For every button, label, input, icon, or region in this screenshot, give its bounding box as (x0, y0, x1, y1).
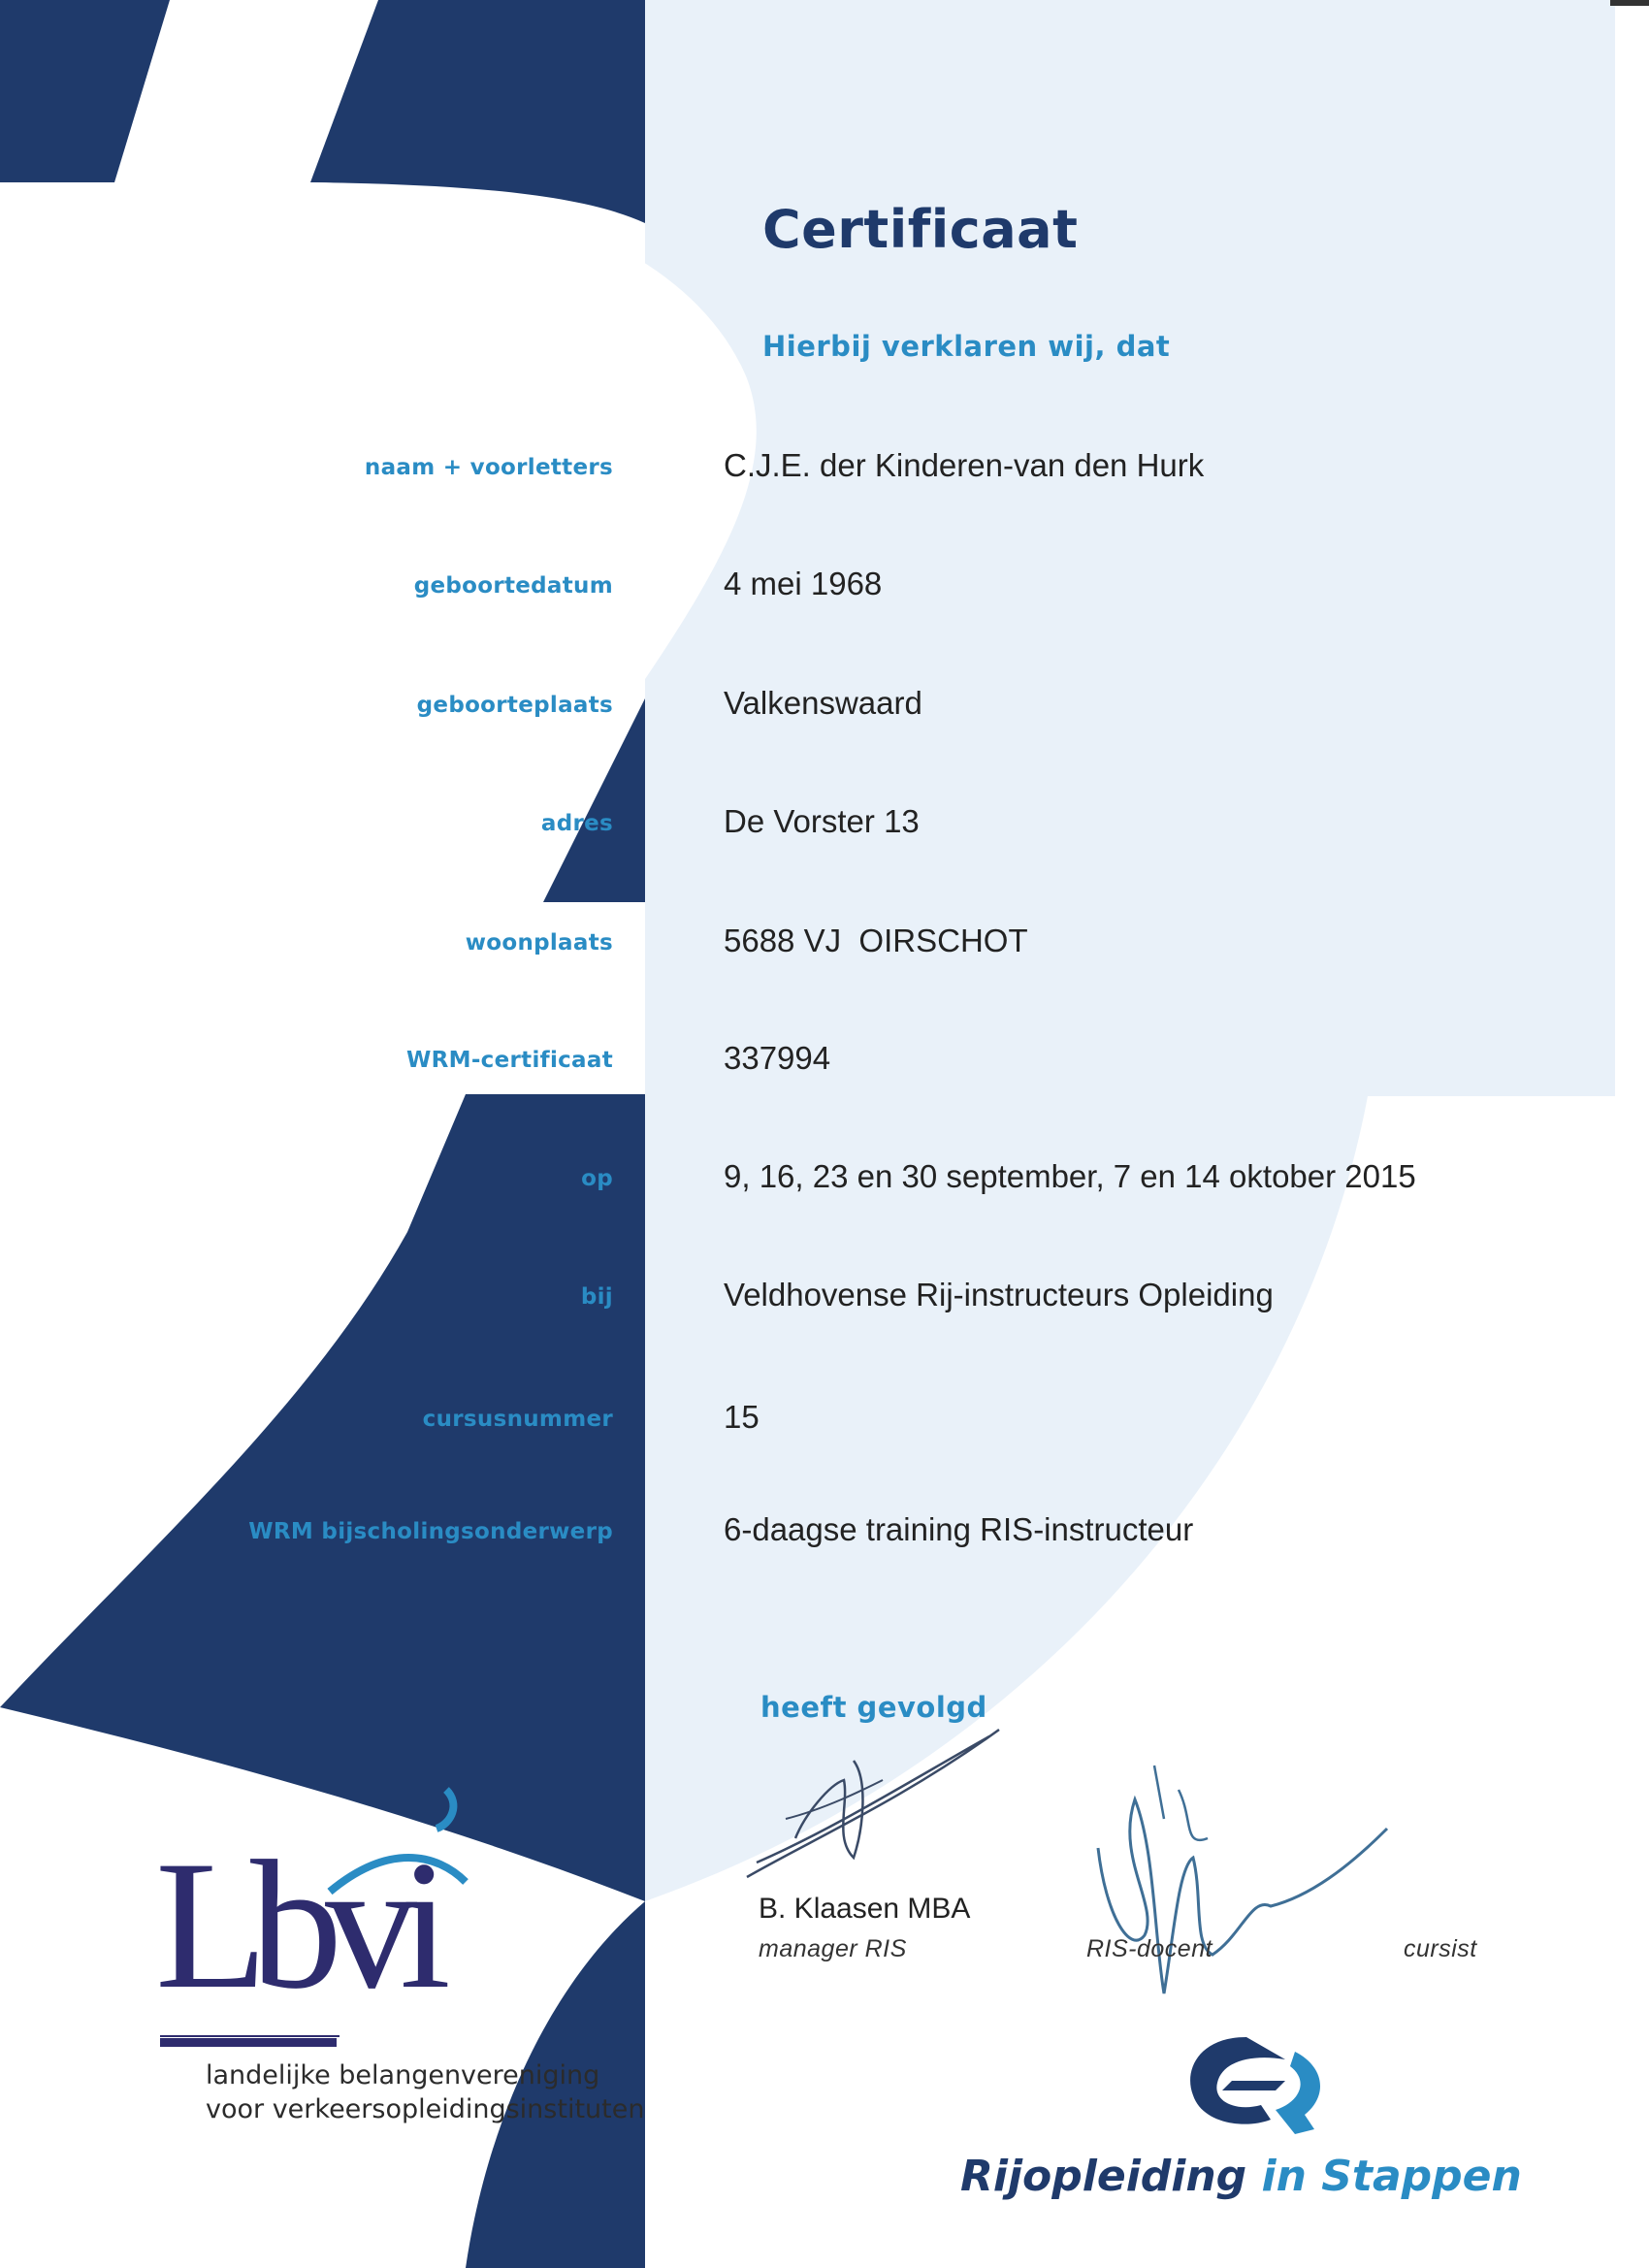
field-label: geboorteplaats (416, 693, 613, 718)
field-value: 337994 (724, 1040, 831, 1076)
role-docent: RIS-docent (1086, 1935, 1213, 1962)
lbvi-tagline (206, 2058, 691, 2126)
ris-q-logo-icon (1179, 2032, 1334, 2139)
field-row-institute (0, 1271, 1649, 1319)
field-label: cursusnummer (422, 1407, 613, 1432)
field-label: WRM bijscholingsonderwerp (248, 1519, 613, 1544)
field-label: WRM-certificaat (405, 1048, 613, 1073)
field-row-residence (0, 917, 1649, 965)
field-row-wrm-certificate (0, 1034, 1649, 1083)
field-value: 4 mei 1968 (724, 566, 883, 601)
docent-signature (1086, 1761, 1397, 2018)
lbvi-logo-text: Lbvi (155, 1824, 434, 2027)
field-row-birthdate (0, 560, 1649, 608)
field-label: adres (540, 811, 613, 836)
field-row-subject (0, 1506, 1649, 1554)
signer-name: B. Klaasen MBA (759, 1893, 971, 1925)
field-value: Veldhovense Rij-instructeurs Opleiding (724, 1277, 1274, 1312)
certificate-title: Certificaat (762, 199, 1079, 260)
field-value: Valkenswaard (724, 685, 922, 721)
field-label: naam + voorletters (364, 455, 613, 480)
field-label: geboortedatum (413, 573, 613, 599)
field-row-address (0, 797, 1649, 846)
field-value: 15 (724, 1399, 760, 1435)
manager-signature (737, 1722, 1009, 1892)
lbvi-rule (160, 2038, 337, 2047)
field-value: 9, 16, 23 en 30 september, 7 en 14 oktober 2015 (724, 1158, 1416, 1194)
field-value: 5688 VJ OIRSCHOT (724, 923, 1028, 958)
lbvi-line-1: landelijke belangenvereniging (206, 2060, 600, 2090)
intro-text: Hierbij verklaren wij, dat (762, 330, 1171, 363)
field-value: De Vorster 13 (724, 803, 920, 839)
field-row-dates (0, 1152, 1649, 1201)
field-row-birthplace (0, 679, 1649, 728)
rijopleiding-word: Rijopleiding (960, 2152, 1247, 2201)
rijopleiding-brand (960, 2152, 1522, 2201)
field-label: bij (580, 1284, 613, 1310)
in-stappen-word: in Stappen (1261, 2152, 1522, 2201)
role-manager: manager RIS (759, 1935, 907, 1962)
lbvi-logo-icon (155, 1775, 485, 2037)
field-value: C.J.E. der Kinderen-van den Hurk (724, 447, 1205, 483)
role-cursist: cursist (1404, 1935, 1477, 1962)
field-label: woonplaats (465, 930, 613, 956)
field-row-course-number (0, 1393, 1649, 1442)
field-row-name (0, 441, 1649, 490)
field-label: op (581, 1166, 613, 1191)
followed-text: heeft gevolgd (760, 1691, 987, 1724)
field-value: 6-daagse training RIS-instructeur (724, 1511, 1194, 1547)
lbvi-line-2: voor verkeersopleidingsinstituten (206, 2094, 645, 2124)
